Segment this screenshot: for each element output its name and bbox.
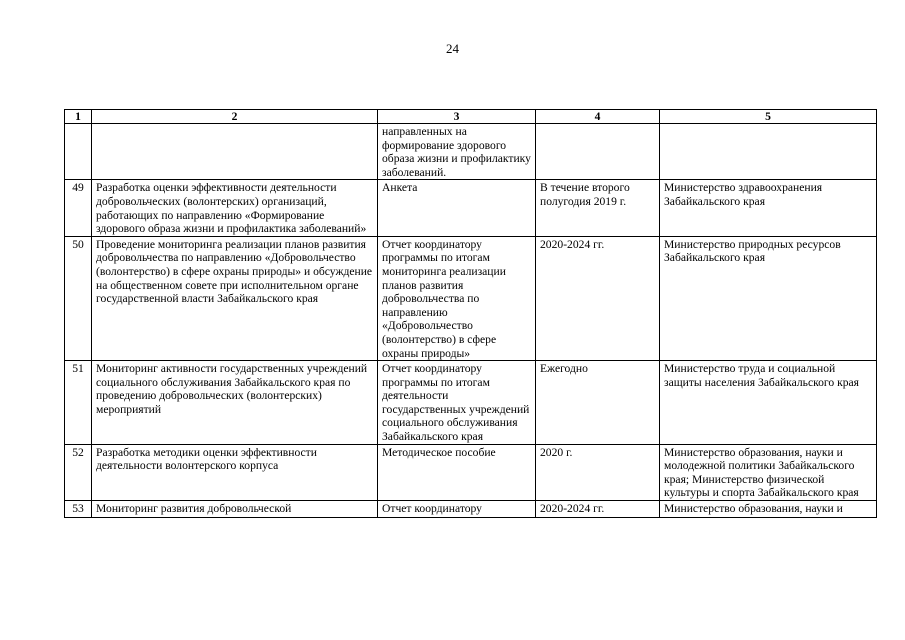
cell-result: Отчет координатору программы по итогам деятельности государственных учреждений социального обслуживания Забайкальского края [378, 361, 536, 445]
cell-num: 53 [65, 501, 92, 518]
table-row [65, 501, 877, 518]
cell-activity [92, 124, 378, 180]
cell-activity: Разработка оценки эффективности деятельности добровольческих (волонтерских) организаций, работающих по направлению «Формирование здорового образа жизни и профилактика заболеваний» [92, 180, 378, 236]
cell-result: Методическое пособие [378, 444, 536, 500]
header-col-1: 1 [65, 110, 92, 124]
cell-responsible: Министерство природных ресурсов Забайкальского края [660, 236, 877, 360]
activities-table [64, 109, 877, 518]
table-row [65, 444, 877, 500]
table-header-row [65, 110, 877, 124]
cell-responsible: Министерство образования, науки и [660, 501, 877, 518]
cell-period: 2020-2024 гг. [536, 236, 660, 360]
cell-period: 2020-2024 гг. [536, 501, 660, 518]
header-col-4: 4 [536, 110, 660, 124]
cell-result: Отчет координатору [378, 501, 536, 518]
cell-responsible: Министерство здравоохранения Забайкальского края [660, 180, 877, 236]
cell-period [536, 124, 660, 180]
cell-num: 51 [65, 361, 92, 445]
cell-result: направленных на формирование здорового образа жизни и профилактику заболеваний. [378, 124, 536, 180]
cell-activity: Разработка методики оценки эффективности деятельности волонтерского корпуса [92, 444, 378, 500]
cell-activity: Мониторинг активности государственных учреждений социального обслуживания Забайкальского края по проведению добровольческих (волонтерских) мероприятий [92, 361, 378, 445]
cell-period: В течение второго полугодия 2019 г. [536, 180, 660, 236]
header-col-2: 2 [92, 110, 378, 124]
cell-result: Отчет координатору программы по итогам мониторинга реализации планов развития добровольчества по направлению «Добровольчество (волонтерство) в сфере охраны природы» [378, 236, 536, 360]
cell-period: Ежегодно [536, 361, 660, 445]
cell-activity: Проведение мониторинга реализации планов развития добровольчества по направлению «Добровольчество (волонтерство) в сфере охраны природы» и обсуждение на общественном совете при исполнительном органе государственной власти Забайкальского края [92, 236, 378, 360]
table-row [65, 361, 877, 445]
cell-num: 49 [65, 180, 92, 236]
cell-responsible [660, 124, 877, 180]
cell-num [65, 124, 92, 180]
header-col-3: 3 [378, 110, 536, 124]
cell-responsible: Министерство труда и социальной защиты населения Забайкальского края [660, 361, 877, 445]
table-row-continuation [65, 124, 877, 180]
cell-activity: Мониторинг развития добровольческой [92, 501, 378, 518]
table-row [65, 236, 877, 360]
cell-result: Анкета [378, 180, 536, 236]
table-row [65, 180, 877, 236]
cell-period: 2020 г. [536, 444, 660, 500]
cell-num: 50 [65, 236, 92, 360]
header-col-5: 5 [660, 110, 877, 124]
cell-responsible: Министерство образования, науки и молодежной политики Забайкальского края; Министерство физической культуры и спорта Забайкальского края [660, 444, 877, 500]
page-number: 24 [446, 41, 459, 56]
cell-num: 52 [65, 444, 92, 500]
